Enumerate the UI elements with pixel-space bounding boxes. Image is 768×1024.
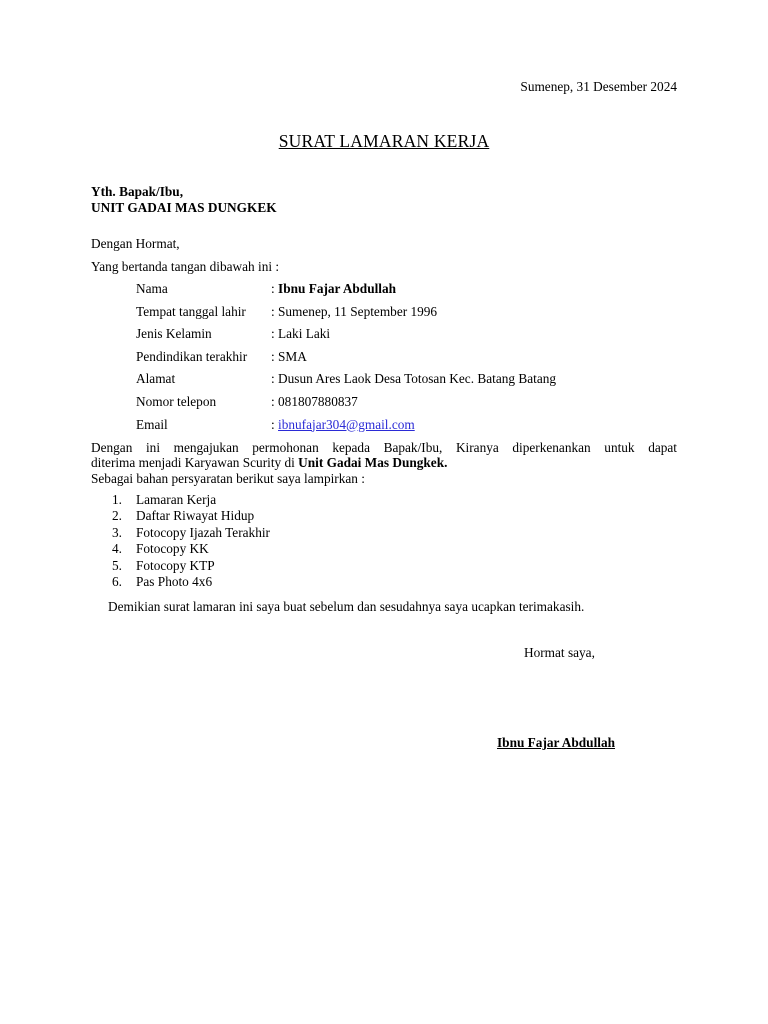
list-item <box>112 508 270 524</box>
email-link[interactable]: ibnufajar304@gmail.com <box>278 416 415 432</box>
recipient-block <box>91 184 277 216</box>
field-value: : 081807880837 <box>271 393 358 409</box>
list-number: 5. <box>112 557 122 573</box>
regards: Hormat saya, <box>524 645 595 660</box>
list-item <box>112 558 270 574</box>
list-text: Fotocopy KTP <box>136 557 215 573</box>
field-row-name <box>136 281 556 304</box>
field-value: : Dusun Ares Laok Desa Totosan Kec. Batang Batang <box>271 371 557 387</box>
field-label: Nama <box>136 281 168 296</box>
applicant-name: Ibnu Fajar Abdullah <box>278 281 397 296</box>
signature-name: Ibnu Fajar Abdullah <box>497 735 616 750</box>
intro-line: Yang bertanda tangan dibawah ini : <box>91 259 280 274</box>
field-value <box>271 281 396 304</box>
greeting: Dengan Hormat, <box>91 236 180 251</box>
letter-date: Sumenep, 31 Desember 2024 <box>520 79 677 94</box>
paragraph-line-2 <box>91 455 677 470</box>
field-label: Pendindikan terakhir <box>136 348 248 364</box>
requirements-list <box>112 492 270 590</box>
paragraph-period: . <box>444 455 448 470</box>
closing-statement: Demikian surat lamaran ini saya buat sebelum dan sesudahnya saya ucapkan terimakasih. <box>108 599 585 614</box>
list-item <box>112 574 270 590</box>
field-value <box>271 417 415 440</box>
list-number: 1. <box>112 492 122 507</box>
list-text: Pas Photo 4x6 <box>136 573 213 589</box>
field-row-email <box>136 417 556 440</box>
list-text: Daftar Riwayat Hidup <box>136 508 255 524</box>
paragraph-text: diterima menjadi Karyawan Scurity di <box>91 455 299 470</box>
field-label: Email <box>136 416 168 432</box>
field-row-phone <box>136 394 556 417</box>
field-label: Nomor telepon <box>136 393 217 409</box>
requirements-intro: Sebagai bahan persyaratan berikut saya lampirkan : <box>91 471 365 486</box>
list-number: 4. <box>112 541 122 557</box>
field-value: : Laki Laki <box>271 326 331 342</box>
field-row-gender <box>136 326 556 349</box>
field-label: Alamat <box>136 371 176 387</box>
field-row-education <box>136 349 556 372</box>
list-item <box>112 541 270 557</box>
field-colon: : <box>271 416 279 432</box>
list-item <box>112 492 270 508</box>
field-label: Jenis Kelamin <box>136 326 212 342</box>
recipient-organization: UNIT GADAI MAS DUNGKEK <box>91 200 277 215</box>
paragraph-line-1: Dengan ini mengajukan permohonan kepada Bapak/Ibu, Kiranya diperkenankan untuk dapat <box>91 440 677 455</box>
field-row-address <box>136 371 556 394</box>
field-value: : Sumenep, 11 September 1996 <box>271 303 438 319</box>
letter-title: SURAT LAMARAN KERJA <box>278 131 490 151</box>
field-label: Tempat tanggal lahir <box>136 303 246 319</box>
field-row-birth <box>136 304 556 327</box>
application-paragraph <box>91 440 677 470</box>
list-number: 2. <box>112 508 122 524</box>
company-name: Unit Gadai Mas Dungkek <box>298 455 445 470</box>
field-colon: : <box>271 281 279 296</box>
list-text: Fotocopy Ijazah Terakhir <box>136 524 270 540</box>
field-value: : SMA <box>271 348 307 364</box>
list-number: 6. <box>112 573 122 589</box>
recipient-salutation: Yth. Bapak/Ibu, <box>91 184 184 199</box>
list-number: 3. <box>112 524 122 540</box>
list-text: Fotocopy KK <box>136 541 209 557</box>
list-text: Lamaran Kerja <box>136 492 217 507</box>
applicant-details <box>136 281 556 439</box>
list-item <box>112 525 270 541</box>
